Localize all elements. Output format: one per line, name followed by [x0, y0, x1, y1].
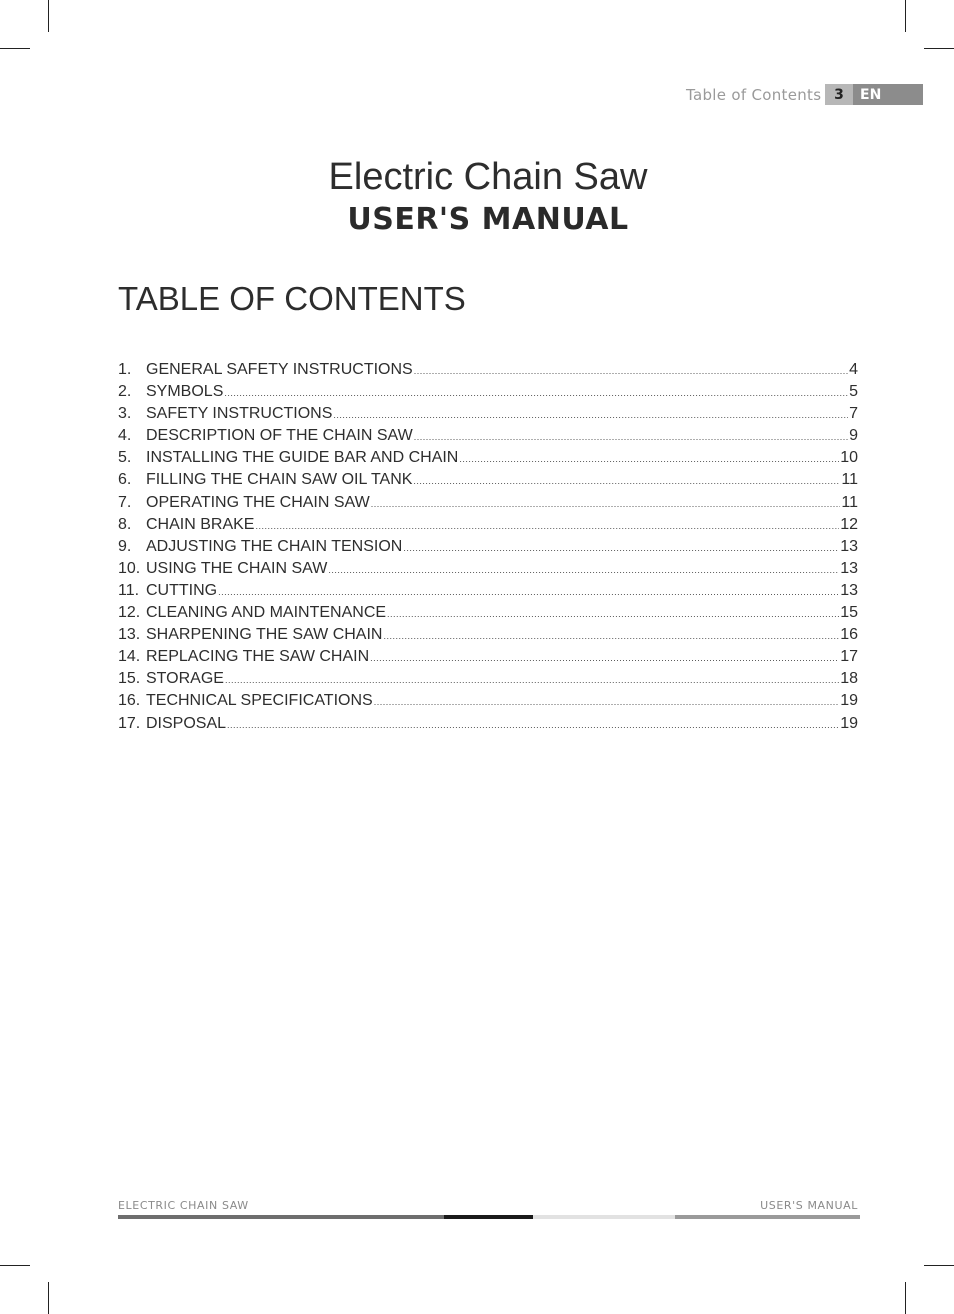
toc-entry-number: 4.	[118, 427, 132, 445]
document-subtitle: USER'S MANUAL	[347, 202, 629, 237]
toc-entry-page: 10	[840, 449, 858, 467]
toc-entry-page: 19	[840, 692, 858, 710]
toc-entry-title: SAFETY INSTRUCTIONS	[146, 405, 333, 423]
toc-leader-dots	[333, 411, 848, 420]
toc-leader-dots	[414, 433, 848, 442]
toc-leader-dots	[370, 654, 839, 663]
toc-leader-dots	[403, 544, 839, 553]
footer-product-name: ELECTRIC CHAIN SAW	[118, 1199, 249, 1212]
toc-entry-title: FILLING THE CHAIN SAW OIL TANK	[146, 471, 413, 489]
toc-entry[interactable]	[118, 648, 858, 670]
toc-entry-number: 1.	[118, 361, 132, 378]
toc-entry-title: STORAGE	[146, 670, 224, 688]
toc-leader-dots	[387, 610, 839, 619]
toc-entry[interactable]	[118, 626, 858, 648]
toc-entry[interactable]	[118, 582, 858, 604]
crop-mark	[48, 1282, 49, 1314]
toc-entry-number: 17.	[118, 714, 141, 732]
toc-entry-title: SHARPENING THE SAW CHAIN	[146, 626, 383, 644]
toc-entry-title: CLEANING AND MAINTENANCE	[146, 604, 387, 622]
toc-leader-dots	[224, 389, 848, 398]
toc-entry-number: 10.	[118, 559, 141, 577]
toc-leader-dots	[459, 455, 839, 464]
toc-leader-dots	[374, 698, 840, 707]
toc-leader-dots	[225, 676, 839, 685]
toc-entry-number: 16.	[118, 692, 141, 710]
toc-entry-page: 18	[840, 670, 858, 688]
toc-entry-page: 13	[840, 537, 858, 555]
toc-entry-page: 7	[849, 405, 858, 423]
toc-entry-page: 13	[840, 559, 858, 577]
footer-bar-segment	[533, 1215, 675, 1219]
toc-entry-page: 17	[840, 648, 858, 666]
toc-entry[interactable]	[118, 427, 858, 449]
section-label: Table of Contents	[686, 86, 822, 104]
toc-entry-page: 16	[840, 626, 858, 644]
toc-entry-page: 12	[840, 515, 858, 533]
toc-leader-dots	[227, 721, 839, 730]
toc-entry[interactable]	[118, 405, 858, 427]
crop-mark	[0, 48, 30, 49]
toc-leader-dots	[218, 588, 839, 597]
toc-entry-page: 4	[849, 361, 858, 378]
toc-entry-title: DESCRIPTION OF THE CHAIN SAW	[146, 427, 413, 445]
toc-leader-dots	[371, 500, 841, 509]
footer-bar-segment	[118, 1215, 444, 1219]
toc-leader-dots	[383, 632, 839, 641]
toc-entry-page: 15	[840, 604, 858, 622]
toc-entry-number: 14.	[118, 648, 141, 666]
toc-entry-number: 12.	[118, 604, 141, 622]
toc-list	[118, 361, 858, 737]
toc-leader-dots	[413, 477, 840, 486]
toc-entry-title: INSTALLING THE GUIDE BAR AND CHAIN	[146, 449, 459, 467]
toc-entry-number: 15.	[118, 670, 141, 688]
crop-mark	[924, 1265, 954, 1266]
toc-entry-number: 6.	[118, 471, 132, 489]
toc-entry-number: 2.	[118, 383, 132, 401]
toc-entry-title: USING THE CHAIN SAW	[146, 559, 328, 577]
toc-entry[interactable]	[118, 494, 858, 516]
toc-entry-title: CHAIN BRAKE	[146, 515, 255, 533]
toc-entry-title: GENERAL SAFETY INSTRUCTIONS	[146, 361, 413, 378]
crop-mark	[924, 48, 954, 49]
toc-entry-number: 3.	[118, 405, 132, 423]
toc-entry-title: REPLACING THE SAW CHAIN	[146, 648, 370, 666]
toc-leader-dots	[414, 367, 848, 376]
document-title: Electric Chain Saw	[328, 156, 648, 198]
toc-entry-title: DISPOSAL	[146, 714, 227, 732]
footer-bar-segment	[444, 1215, 533, 1219]
toc-entry-page: 11	[841, 493, 858, 511]
toc-entry-number: 7.	[118, 493, 132, 511]
toc-heading: TABLE OF CONTENTS	[118, 280, 466, 317]
crop-mark	[905, 0, 906, 32]
toc-entry[interactable]	[118, 715, 858, 737]
toc-entry[interactable]	[118, 670, 858, 692]
toc-entry[interactable]	[118, 516, 858, 538]
toc-entry-number: 5.	[118, 449, 132, 467]
toc-entry-number: 8.	[118, 515, 132, 533]
page-number-badge: 3	[825, 84, 853, 105]
toc-entry-page: 5	[849, 383, 858, 401]
crop-mark	[48, 0, 49, 32]
toc-entry[interactable]	[118, 383, 858, 405]
toc-entry-title: CUTTING	[146, 581, 218, 599]
toc-entry-number: 9.	[118, 537, 132, 555]
toc-entry-page: 9	[849, 427, 858, 445]
language-badge: EN	[853, 84, 923, 105]
toc-entry[interactable]	[118, 538, 858, 560]
toc-leader-dots	[255, 522, 839, 531]
crop-mark	[905, 1282, 906, 1314]
crop-mark	[0, 1265, 30, 1266]
toc-entry-page: 13	[840, 581, 858, 599]
toc-leader-dots	[328, 566, 839, 575]
toc-entry[interactable]	[118, 692, 858, 714]
toc-entry[interactable]	[118, 449, 858, 471]
toc-entry[interactable]	[118, 361, 858, 383]
toc-entry-page: 11	[841, 471, 858, 489]
toc-entry[interactable]	[118, 560, 858, 582]
toc-entry-number: 13.	[118, 626, 141, 644]
toc-entry-page: 19	[840, 714, 858, 732]
toc-entry[interactable]	[118, 471, 858, 493]
toc-entry-title: OPERATING THE CHAIN SAW	[146, 493, 370, 511]
toc-entry-number: 11.	[118, 581, 140, 599]
toc-entry-title: TECHNICAL SPECIFICATIONS	[146, 692, 373, 710]
footer-document-type: USER'S MANUAL	[760, 1199, 858, 1212]
toc-entry-title: SYMBOLS	[146, 383, 224, 401]
footer-bar-segment	[675, 1215, 860, 1219]
toc-entry-title: ADJUSTING THE CHAIN TENSION	[146, 537, 403, 555]
toc-entry[interactable]	[118, 604, 858, 626]
